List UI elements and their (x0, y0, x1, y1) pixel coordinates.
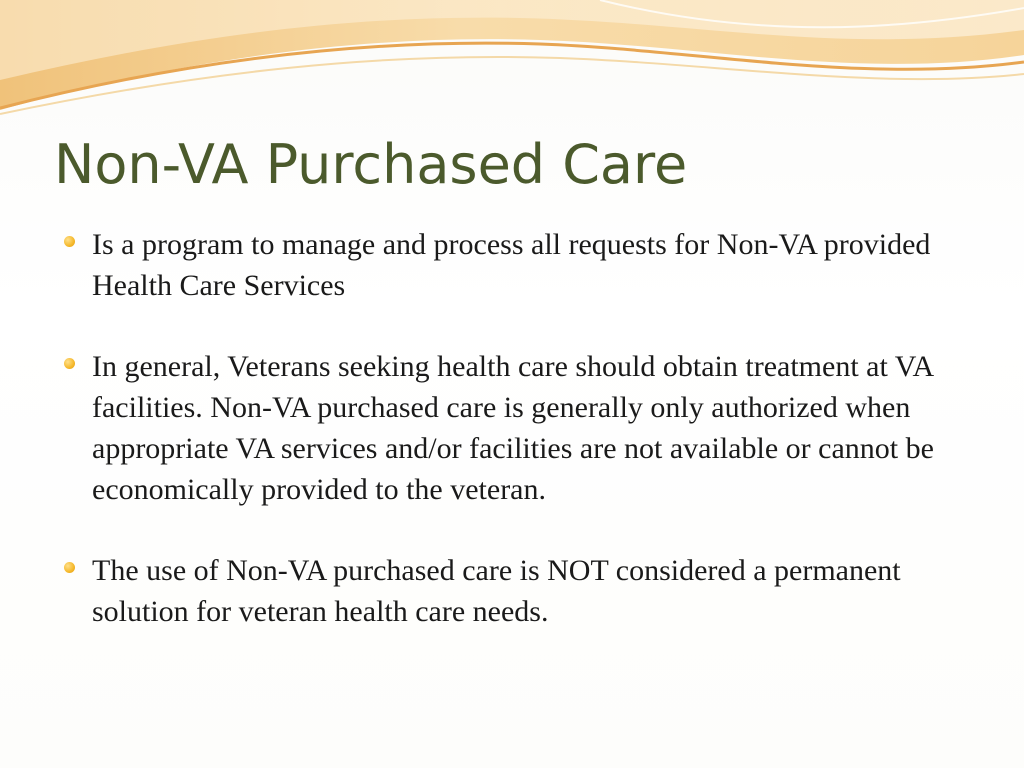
bullet-dot-icon (64, 236, 75, 247)
bullet-list (60, 224, 970, 632)
bullet-dot-icon (64, 562, 75, 573)
bullet-item (60, 224, 970, 306)
decorative-swoosh (0, 0, 1024, 120)
bullet-text: The use of Non-VA purchased care is NOT considered a permanent solution for veteran health care needs. (92, 554, 901, 628)
bullet-item (60, 550, 970, 632)
slide-title: Non-VA Purchased Care (54, 133, 688, 196)
bullet-text: Is a program to manage and process all requests for Non-VA provided Health Care Services (92, 228, 931, 302)
bullet-dot-icon (64, 358, 75, 369)
bullet-item (60, 346, 970, 510)
bullet-text: In general, Veterans seeking health care should obtain treatment at VA facilities. Non-VA purchased care is generally only authorized when appropriate VA services and/or facilities are not available or cannot be economically provided to the veteran. (92, 350, 934, 506)
